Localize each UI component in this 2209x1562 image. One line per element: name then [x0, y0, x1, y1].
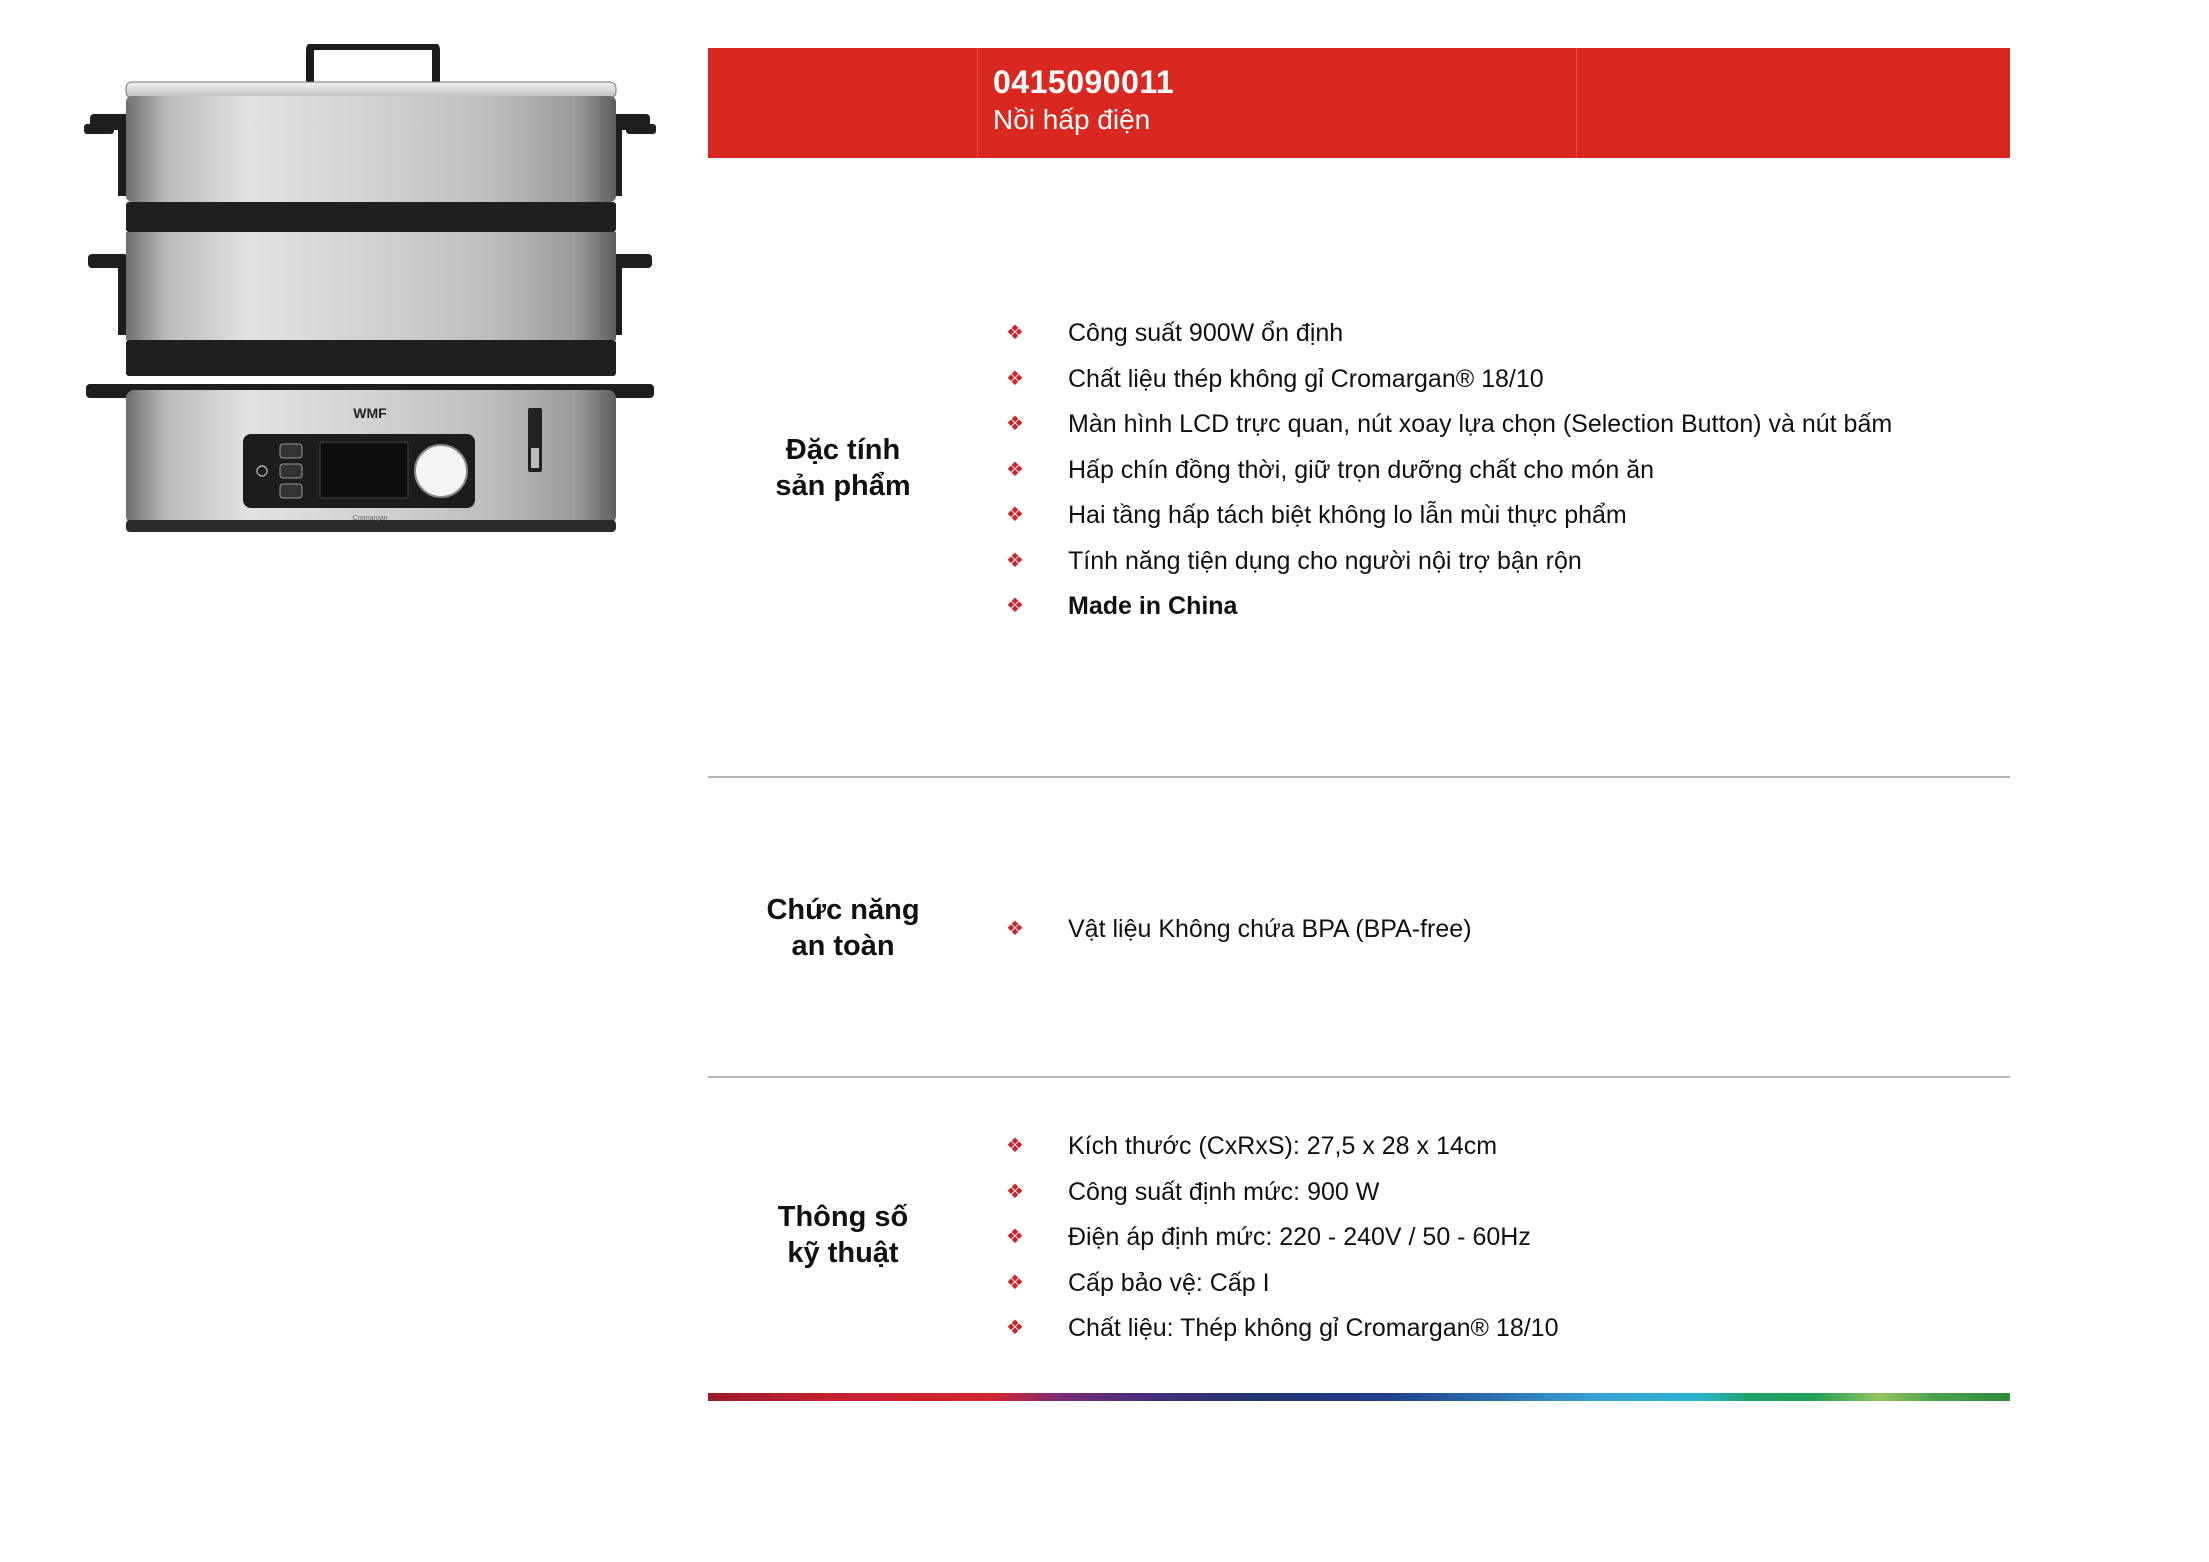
- list-item: ❖ Công suất định mức: 900 W: [1006, 1170, 1558, 1216]
- list-item: ❖ Tính năng tiện dụng cho người nội trợ bận rộn: [1006, 539, 1892, 585]
- diamond-bullet-icon: ❖: [1006, 322, 1024, 344]
- section-label-line: Thông số: [777, 1201, 909, 1233]
- diamond-bullet-icon: ❖: [1006, 504, 1024, 526]
- list-item: ❖ Điện áp định mức: 220 - 240V / 50 - 60Hz: [1006, 1215, 1558, 1261]
- list-item: ❖ Hai tầng hấp tách biệt không lo lẫn mùi thực phẩm: [1006, 493, 1892, 539]
- product-header-band: [708, 48, 2010, 158]
- list-item: ❖ Vật liệu Không chứa BPA (BPA-free): [1006, 907, 1472, 953]
- product-name: Nồi hấp điện: [993, 104, 1151, 135]
- diamond-bullet-icon: ❖: [1006, 458, 1024, 481]
- list-item: ❖ Kích thước (CxRxS): 27,5 x 28 x 14cm: [1006, 1124, 1558, 1170]
- header-divider: [1576, 48, 1577, 158]
- specs-list: [1006, 1124, 1558, 1352]
- section-label-line: Đặc tính: [785, 434, 901, 466]
- section-label-features: [708, 432, 978, 504]
- safety-list: [1006, 907, 1472, 953]
- svg-text:WMF: WMF: [353, 405, 387, 421]
- diamond-bullet-icon: ❖: [1006, 1226, 1024, 1248]
- diamond-bullet-icon: ❖: [1006, 1317, 1024, 1339]
- features-list: [1006, 311, 1892, 630]
- list-item: ❖ Công suất 900W ổn định: [1006, 311, 1892, 357]
- svg-text:Cromargan: Cromargan: [352, 515, 388, 522]
- section-divider: [708, 776, 2010, 778]
- diamond-bullet-icon: ❖: [1006, 367, 1024, 390]
- diamond-bullet-icon: ❖: [1006, 1180, 1024, 1203]
- diamond-bullet-icon: ❖: [1006, 413, 1024, 435]
- section-label-line: kỹ thuật: [787, 1237, 899, 1269]
- diamond-bullet-icon: ❖: [1006, 918, 1024, 940]
- section-label-line: sản phẩm: [775, 470, 911, 502]
- list-item: ❖ Chất liệu thép không gỉ Cromargan® 18/10: [1006, 357, 1892, 403]
- section-divider: [708, 1076, 2010, 1078]
- section-label-line: Chức năng: [766, 894, 920, 926]
- product-code: 0415090011: [993, 64, 1175, 100]
- list-item: ❖ Chất liệu: Thép không gỉ Cromargan® 18/10: [1006, 1306, 1558, 1352]
- list-item: ❖ Hấp chín đồng thời, giữ trọn dưỡng chất cho món ăn: [1006, 448, 1892, 494]
- footer-gradient-bar: [708, 1393, 2010, 1401]
- section-label-safety: [708, 892, 978, 964]
- section-label-specs: [708, 1199, 978, 1271]
- diamond-bullet-icon: ❖: [1006, 595, 1024, 617]
- header-divider: [977, 48, 978, 158]
- list-item: ❖ Made in China: [1006, 584, 1892, 630]
- list-item: ❖ Màn hình LCD trực quan, nút xoay lựa chọn (Selection Button) và nút bấm: [1006, 402, 1892, 448]
- diamond-bullet-icon: ❖: [1006, 549, 1024, 572]
- section-label-line: an toàn: [791, 930, 895, 962]
- diamond-bullet-icon: ❖: [1006, 1135, 1024, 1157]
- diamond-bullet-icon: ❖: [1006, 1271, 1024, 1294]
- list-item: ❖ Cấp bảo vệ: Cấp I: [1006, 1261, 1558, 1307]
- product-image-steamer: [80, 44, 660, 554]
